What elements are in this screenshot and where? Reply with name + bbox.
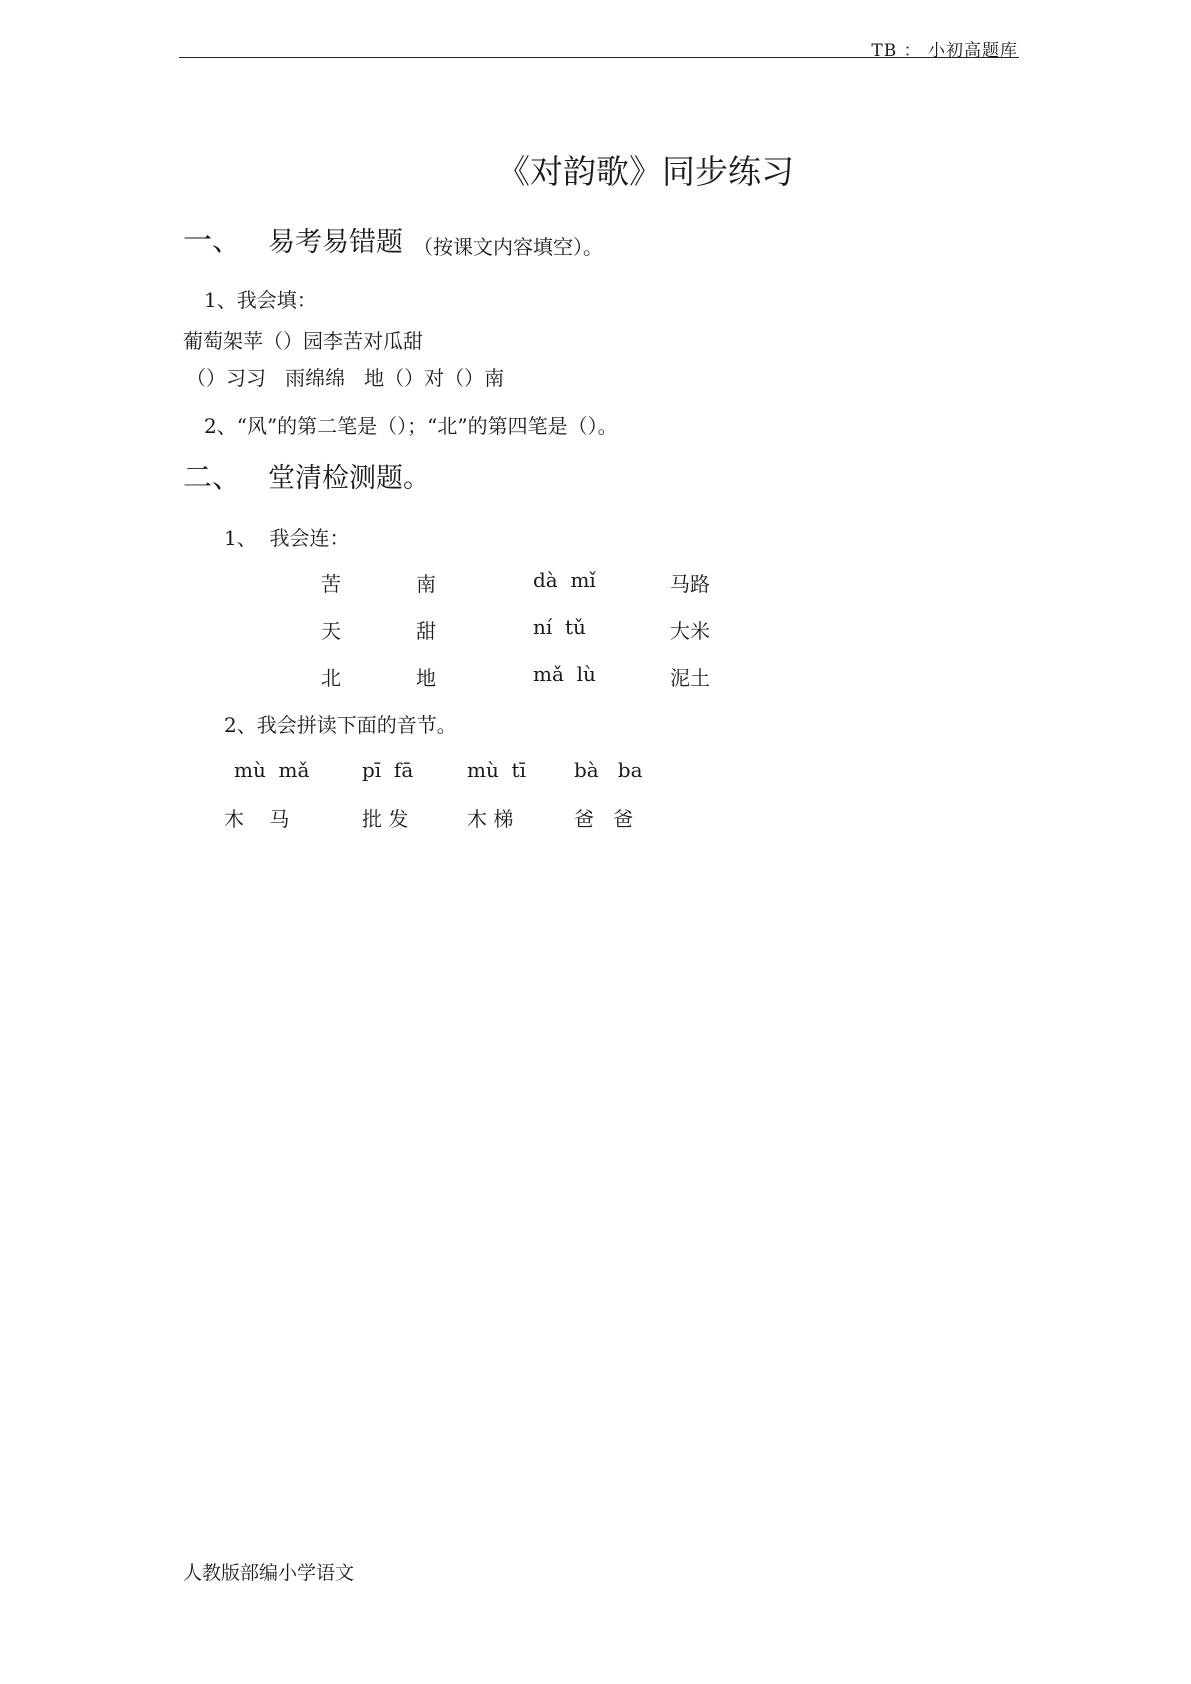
header-rule — [179, 57, 1019, 58]
match-cell: 天 — [321, 619, 341, 643]
footer-text: 人教版部编小学语文 — [183, 1562, 355, 1584]
pinyin-item: mù tī — [467, 758, 526, 782]
section2-number: 二、 — [183, 460, 242, 494]
section1-q1-line1: 葡萄架苹（）园李苦对瓜甜 — [183, 329, 423, 353]
match-cell: mǎ lù — [533, 662, 596, 686]
hanzi-item: 批 发 — [362, 807, 409, 831]
match-cell: 甜 — [416, 619, 436, 643]
match-cell: 泥土 — [670, 666, 710, 690]
match-cell: dà mǐ — [533, 568, 596, 592]
section1-q2-label: 2、“风”的第二笔是（）；“北”的第四笔是（）。 — [204, 414, 618, 438]
section1-q1-label: 1、我会填： — [204, 288, 317, 312]
pinyin-item: mù mǎ — [234, 758, 310, 782]
header-text: TB ： 小初高题库 — [871, 41, 1018, 61]
hanzi-item: 爸 爸 — [574, 807, 634, 831]
section1-title: 易考易错题 — [268, 227, 403, 258]
match-cell: 北 — [321, 666, 341, 690]
match-cell: 南 — [416, 572, 436, 596]
section2-title: 堂清检测题。 — [268, 463, 430, 494]
section2-q2-label: 2、我会拼读下面的音节。 — [224, 713, 457, 737]
pinyin-item: pī fā — [362, 758, 414, 782]
match-cell: 地 — [416, 666, 436, 690]
page-title: 《对韵歌》同步练习 — [497, 152, 794, 191]
section1-q1-line2: （）习习 雨绵绵 地（）对（）南 — [186, 366, 505, 390]
pinyin-item: bà ba — [574, 758, 643, 782]
section1-number: 一、 — [183, 223, 242, 257]
match-cell: ní tǔ — [533, 615, 586, 639]
hanzi-item: 木 梯 — [467, 807, 514, 831]
hanzi-item: 木 马 — [224, 807, 290, 831]
match-cell: 马路 — [670, 572, 710, 596]
match-cell: 大米 — [670, 619, 710, 643]
match-cell: 苦 — [321, 572, 341, 596]
section2-q1-label: 1、 我会连： — [224, 526, 350, 550]
section1-note: （按课文内容填空）。 — [413, 235, 603, 259]
